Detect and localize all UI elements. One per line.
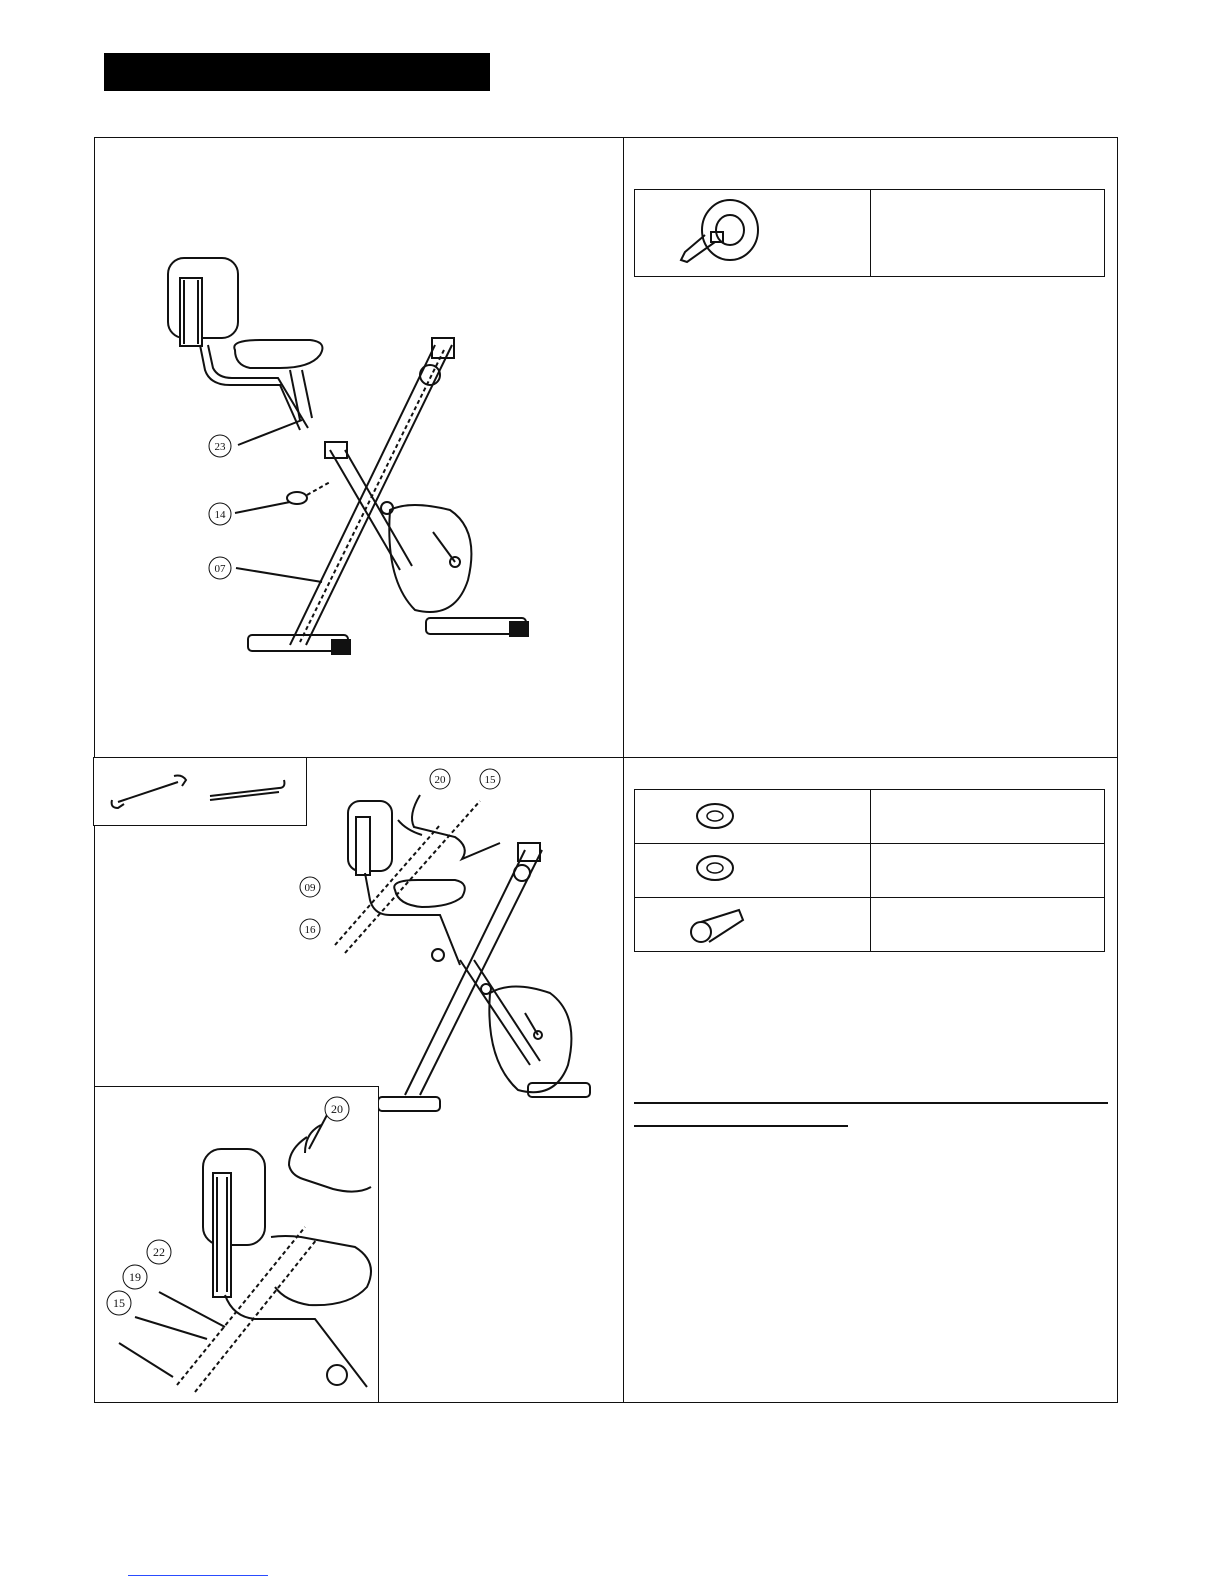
section-title-bar: [104, 53, 490, 91]
step1-hardware-table: [634, 189, 1105, 277]
hardware-image-cell: [635, 844, 871, 898]
wrench-icon: [118, 782, 178, 802]
hardware-image-cell: [635, 898, 871, 952]
tools-illustration: [94, 758, 306, 825]
flat-washer-icon: [635, 844, 870, 892]
inset-illustration: [95, 1087, 378, 1402]
tools-box: [93, 757, 307, 826]
callout-14: 14: [214, 509, 226, 521]
hardware-description-cell: [871, 190, 1105, 277]
bolt-icon: [635, 898, 870, 946]
callout-09: 09: [304, 882, 316, 894]
step1-bike-illustration: [150, 250, 550, 670]
callout-16: 16: [304, 924, 316, 936]
text-underline-2: [634, 1125, 848, 1127]
inset-callout-22: 22: [153, 1245, 165, 1259]
spring-washer-icon: [635, 790, 870, 838]
callout-15: 15: [484, 774, 496, 786]
inset-callout-19: 19: [129, 1270, 141, 1284]
step2-bike-illustration: [290, 765, 610, 1135]
step2-hardware-table: [634, 789, 1105, 952]
knob-bolt-icon: [635, 190, 870, 271]
callout-23: 23: [214, 441, 226, 453]
callout-20: 20: [434, 774, 446, 786]
callout-07: 07: [214, 563, 226, 575]
text-underline-1: [634, 1102, 1108, 1104]
hardware-image-cell: [635, 190, 871, 277]
footer-link-underline[interactable]: [128, 1575, 268, 1576]
grid-divider-vertical: [623, 137, 624, 1403]
inset-callout-20: 20: [331, 1102, 343, 1116]
detail-inset: [94, 1086, 379, 1403]
hardware-image-cell: [635, 790, 871, 844]
inset-callout-15: 15: [113, 1296, 125, 1310]
